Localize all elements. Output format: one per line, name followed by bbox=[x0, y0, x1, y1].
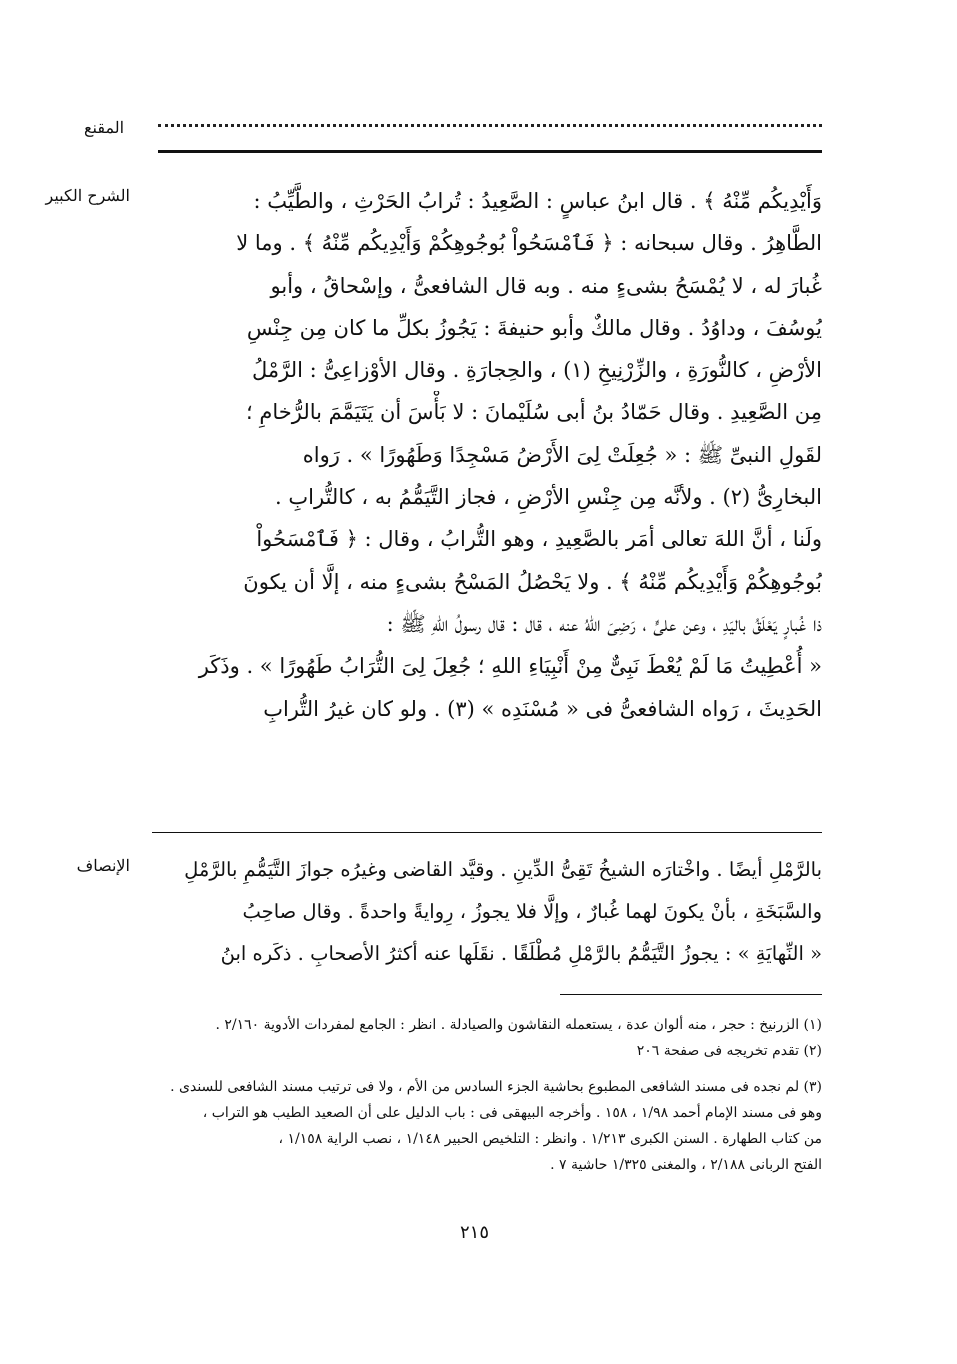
insaf-line: « النِّهايَةِ » : يجوزُ التَّيَمُّمُ بالرَّمْلِ مُطْلَقًا . نقَلَها عنه أكثرُ الأصحابِ . ذكَره ابنُ bbox=[220, 942, 822, 965]
side-label-insaf: الإنصاف bbox=[76, 856, 130, 875]
main-line: بُوجُوهِكُمْ وَأَيْدِيكُم مِّنْهُ ﴾ . ولا يَحْصُلُ المَسْحُ بشىءٍ منه ، إلَّا أن يكونَ bbox=[243, 569, 822, 594]
main-line: الحَدِيثَ ، رَواه الشافعىُّ فى « مُسْنَدِه » (٣) . ولو كان غيرُ التُّرابِ bbox=[263, 696, 822, 721]
footnote-3-cont: من كتاب الطهارة . السنن الكبرى ١/٢١٣ . وانظر : التلخيص الحبير ١/١٤٨ ، نصب الراية ١/١٥٨ ، bbox=[278, 1131, 822, 1147]
main-line: وَأَيْدِيكُم مِّنْهُ ﴾ . قال ابنُ عباسٍ : الصَّعِيدُ : تُرابُ الحَرْثِ ، والطَّيِّبُ : bbox=[253, 189, 822, 213]
main-line: لقَولِ النبىِّ ﷺ : « جُعِلَتْ لِىَ الأَرْضُ مَسْجِدًا وَطَهُورًا » . رَواه bbox=[302, 442, 822, 467]
insaf-line: والسَّبَخَةِ ، بأنْ يكونَ لهما غُبارٌ ، وإلَّا فلا يجوزُ ، رِوايةً واحدةً . وقال صاحِبُ bbox=[242, 900, 822, 923]
insaf-commentary bbox=[150, 850, 822, 976]
main-line: الأرْضِ ، كالنُّورَةِ ، والزِّرْنِيخِ (١) ، والحِجارَةِ . وقال الأوْزاعِىُّ : الرَّمْلُ bbox=[252, 358, 822, 383]
page-number: ٢١٥ bbox=[460, 1222, 490, 1243]
header-dotted-rule bbox=[158, 112, 822, 127]
footnote-3-cont: الفتح الربانى ٢/١٨٨ ، والمغنى ١/٣٢٥ حاشية ٧ . bbox=[550, 1157, 822, 1173]
main-line: البخارِىُّ (٢) . ولأنَّه مِن جِنْسِ الأرْضِ ، فجاز التَّيَمُّمُ به ، كالتُّرابِ . bbox=[275, 485, 822, 510]
main-line: ولَنا ، أنَّ اللهَ تعالى أمَر بالصَّعِيدِ ، وهو التُّرابُ ، وقال : ﴿ فَٱمْسَحُواْ bbox=[256, 527, 822, 552]
footnote-2: (٢) تقدم تخريجه فى صفحة ٢٠٦ bbox=[636, 1043, 822, 1059]
side-label-main: الشرح الكبير bbox=[45, 186, 130, 205]
footnote-divider bbox=[560, 994, 822, 995]
main-line: يُوسُفَ ، وداوُدُ . وقال مالكٌ وأبو حنيفةَ : يَجُوزُ بكلِّ ما كان مِن جِنْسِ bbox=[246, 315, 822, 340]
main-line: « أُعْطِيتُ مَا لَمْ يُعْطَ نَبِىٌّ مِنْ أَنْبِيَاءِ اللهِ ؛ جُعِلَ لِىَ التُّرَابُ طَهُورًا » . وذَكَر bbox=[198, 654, 822, 679]
footnote-1: (١) الزرنيخ : حجر ، منه ألوان عدة ، يستعمله النقاشون والصيادلة . انظر : الجامع لمفردات الأدوية ٢/١٦٠ . bbox=[215, 1017, 822, 1033]
footnote-3-cont: وهو فى مسند الإمام أحمد ١/٩٨ ، ١٥٨ . وأخرجه البيهقى فى : باب الدليل على أن الصعيد الطيب هو التراب ، bbox=[202, 1105, 822, 1121]
running-title: المقنع bbox=[84, 118, 125, 137]
section-divider bbox=[152, 832, 822, 833]
footnotes bbox=[150, 1012, 822, 1178]
main-line: الطَّاهِرُ . وقال سبحانه : ﴿ فَٱمْسَحُواْ بُوجُوهِكُمْ وَأَيْدِيكُم مِّنْهُ ﴾ . وما لا bbox=[236, 231, 822, 256]
footnote-3: (٣) لم نجده فى مسند الشافعى المطبوع بحاشية الجزء السادس من الأم ، ولا فى ترتيب مسند الشافعى للسندى . bbox=[170, 1079, 822, 1095]
header-rule bbox=[158, 150, 822, 153]
insaf-line: بالرَّمْلِ أيضًا . واخْتارَه الشيخُ تَقِىُّ الدِّينِ . وقيَّد القاضى وغيرُه جوازَ التَّيَمُّمِ بالرَّمْلِ bbox=[184, 858, 822, 881]
main-line: غُبارَ له ، لا يُمْسَحُ بشىءٍ منه . وبه قال الشافعىُّ ، وإسْحاقُ ، وأبو bbox=[270, 273, 822, 298]
main-line: ذا غُبارٍ يَعْلَقُ باليَدِ ، وعن علىٍّ ، رَضِىَ اللهُ عنه ، قال : قال رسولُ اللهِ ﷺ : bbox=[386, 611, 822, 636]
main-commentary bbox=[150, 180, 822, 730]
main-line: مِن الصَّعِيدِ . وقال حَمّادُ بنُ أبى سُلَيْمانَ : لا بَأْسَ أن يَتَيَمَّمَ بالرُّخامِ ؛ bbox=[246, 400, 822, 425]
